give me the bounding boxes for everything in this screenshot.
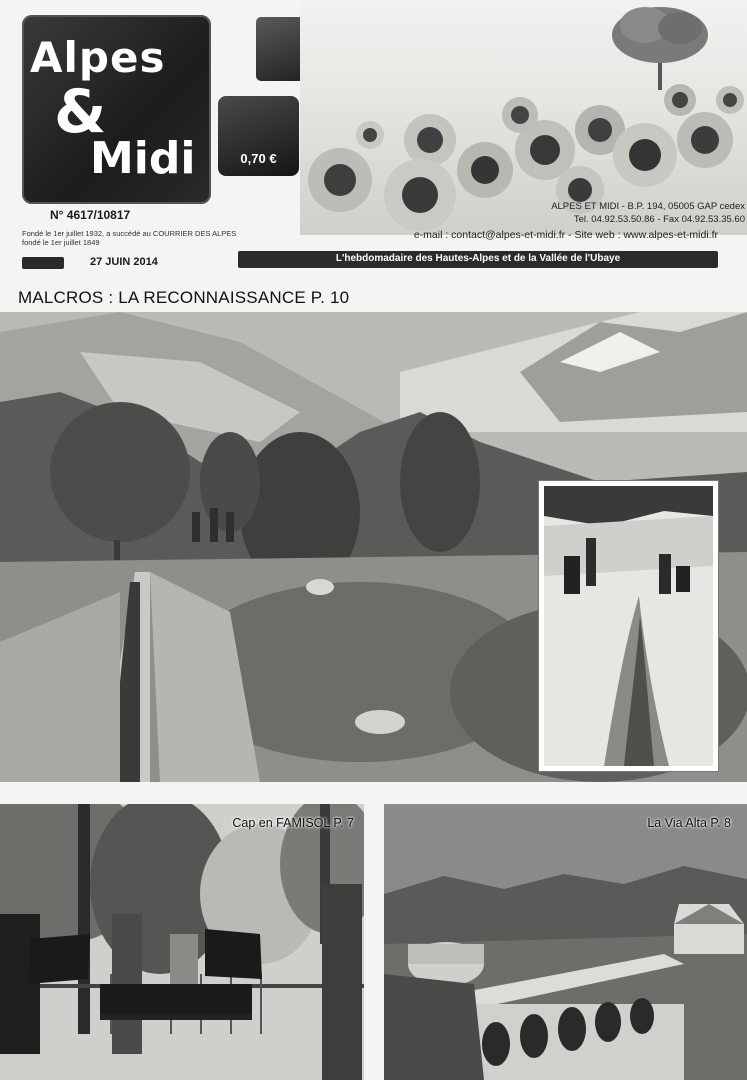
viaduct-landscape-photo bbox=[384, 804, 747, 1080]
tagline-bar bbox=[238, 251, 718, 268]
main-headline: MALCROS : LA RECONNAISSANCE P. 10 bbox=[18, 288, 350, 307]
newspaper-logo bbox=[22, 15, 211, 204]
inset-historical-photo bbox=[539, 481, 718, 771]
founded-line: Fondé le 1er juillet 1932, a succédé au COURRIER DES ALPES bbox=[22, 229, 237, 238]
founded-note bbox=[22, 229, 236, 247]
concert-photo bbox=[0, 804, 364, 1080]
phone-fax: Tel. 04.92.53.50.86 - Fax 04.92.53.35.60 bbox=[573, 213, 745, 225]
musicians-photo bbox=[0, 804, 364, 1080]
founded-line: fondé le 1er juillet 1849 bbox=[22, 238, 100, 247]
sunflower-illustration bbox=[300, 0, 747, 235]
via-alta-caption: La Via Alta P. 8 bbox=[647, 816, 731, 830]
decorative-bar bbox=[22, 257, 64, 269]
cover-price: 0,70 € bbox=[240, 151, 277, 166]
issue-number: N° 4617/10817 bbox=[50, 208, 131, 222]
via-alta-photo bbox=[384, 804, 747, 1080]
price-box bbox=[218, 96, 299, 176]
sunflower-field-image bbox=[300, 0, 747, 235]
issue-date: 27 JUIN 2014 bbox=[90, 256, 158, 268]
logo-ampersand: & bbox=[54, 77, 107, 147]
email-website: e-mail : contact@alpes-et-midi.fr - Site web : www.alpes-et-midi.fr bbox=[413, 229, 718, 241]
logo-word-alpes: Alpes bbox=[30, 33, 166, 82]
logo-word-midi: Midi bbox=[90, 133, 196, 184]
famisol-caption: Cap en FAMISOL P. 7 bbox=[232, 816, 354, 830]
snow-slope-photo bbox=[544, 486, 713, 766]
tagline: L'hebdomadaire des Hautes-Alpes et de la Vallée de l'Ubaye bbox=[335, 253, 621, 264]
postal-address: ALPES ET MIDI - B.P. 194, 05005 GAP cedex bbox=[551, 201, 745, 212]
contact-block bbox=[470, 201, 745, 226]
